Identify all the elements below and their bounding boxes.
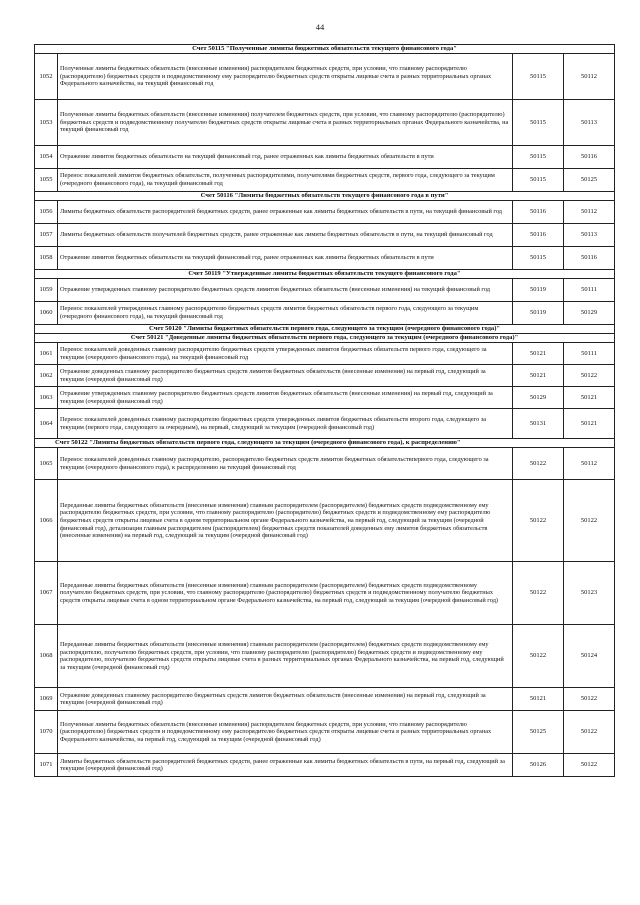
table-row <box>35 562 615 625</box>
table-row <box>35 169 615 192</box>
credit-account: 50112 <box>564 448 615 480</box>
account-header-row <box>35 439 615 448</box>
account-header-row <box>35 325 615 334</box>
entry-description: Лимиты бюджетных обязательств распорядителей бюджетных средств, ранее отраженные как лимиты бюджетных обязательств в пути, на первый год, следующий за текущим (очередной финансовый год) <box>58 754 513 777</box>
debit-account: 50122 <box>513 562 564 625</box>
row-number: 1068 <box>35 625 58 688</box>
debit-account: 50121 <box>513 365 564 387</box>
table-row <box>35 54 615 100</box>
debit-account: 50126 <box>513 754 564 777</box>
credit-account: 50112 <box>564 54 615 100</box>
table-row <box>35 625 615 688</box>
entry-description: Отражение доведенных главному распорядителю бюджетных средств лимитов бюджетных обязательств (внесенные изменения) на первый год, следующий за текущим (очередной финансовый год) <box>58 688 513 711</box>
table-row <box>35 201 615 224</box>
credit-account: 50122 <box>564 480 615 562</box>
account-header: Счет 50115 "Полученные лимиты бюджетных обязательств текущего финансового года" <box>35 45 615 54</box>
entry-description: Перенос показателей лимитов бюджетных обязательств, полученных распорядителями, получателями бюджетных средств, первого года, следующего за текущим (очередного финансового года), на текущий финансовый год <box>58 169 513 192</box>
entry-description: Перенос показателей утвержденных главному распорядителю бюджетных средств лимитов бюджетных обязательств первого года, следующего за текущим (очередного финансового года), на текущий финансовый год <box>58 302 513 325</box>
credit-account: 50113 <box>564 224 615 247</box>
credit-account: 50113 <box>564 100 615 146</box>
debit-account: 50122 <box>513 480 564 562</box>
row-number: 1055 <box>35 169 58 192</box>
page-number: 44 <box>315 22 325 32</box>
debit-account: 50121 <box>513 688 564 711</box>
debit-account: 50121 <box>513 343 564 365</box>
row-number: 1069 <box>35 688 58 711</box>
row-number: 1061 <box>35 343 58 365</box>
row-number: 1064 <box>35 409 58 439</box>
table-row <box>35 343 615 365</box>
account-header-row <box>35 334 615 343</box>
entry-description: Отражение лимитов бюджетных обязательств на текущий финансовый год, ранее отраженных как лимиты бюджетных обязательств в пути <box>58 247 513 270</box>
debit-account: 50125 <box>513 711 564 754</box>
table-row <box>35 409 615 439</box>
debit-account: 50119 <box>513 302 564 325</box>
entry-description: Отражение доведенных главному распорядителю бюджетных средств лимитов бюджетных обязательств (внесенные изменения) на первый год, следующий за текущим (очередной финансовый год) <box>58 365 513 387</box>
table-row <box>35 387 615 409</box>
row-number: 1070 <box>35 711 58 754</box>
entry-description: Отражение утвержденных главному распорядителю бюджетных средств лимитов бюджетных обязательств (внесенные изменения) на первый год, следующий за текущим (очередной финансовый год) <box>58 387 513 409</box>
credit-account: 50122 <box>564 754 615 777</box>
table-row <box>35 224 615 247</box>
credit-account: 50112 <box>564 201 615 224</box>
credit-account: 50123 <box>564 562 615 625</box>
credit-account: 50116 <box>564 146 615 169</box>
row-number: 1056 <box>35 201 58 224</box>
entry-description: Переданные лимиты бюджетных обязательств (внесенные изменения) главным распорядителем (распорядителем) бюджетных средств подведомственному получателю бюджетных средств, при условии, что главному распорядителю (распорядителю) бюджетных средств и подведомственному получателю бюджетных средств открыты лицевые счета в одном территориальном органе Федерального казначейства, на первый год, следующий за текущим (очередной финансовый год) <box>58 562 513 625</box>
table-row <box>35 688 615 711</box>
row-number: 1067 <box>35 562 58 625</box>
row-number: 1052 <box>35 54 58 100</box>
table-row <box>35 480 615 562</box>
row-number: 1054 <box>35 146 58 169</box>
table-row <box>35 247 615 270</box>
debit-account: 50115 <box>513 169 564 192</box>
entry-description: Перенос показателей доведенных главному распорядителю, распорядителю бюджетных средств лимитов бюджетных обязательствпервого года, следующего за текущим (очередного финансового года), к распределению на текущий финансовый год <box>58 448 513 480</box>
account-header-row <box>35 192 615 201</box>
debit-account: 50122 <box>513 448 564 480</box>
table-row <box>35 302 615 325</box>
row-number: 1059 <box>35 279 58 302</box>
row-number: 1066 <box>35 480 58 562</box>
table-row <box>35 711 615 754</box>
account-header: Счет 50121 "Доведенные лимиты бюджетных обязательств первого года, следующего за текущим (очередного финансового года)" <box>35 334 615 343</box>
credit-account: 50122 <box>564 711 615 754</box>
entry-description: Перенос показателей доведенных главному распорядителю бюджетных средств утвержденных лимитов бюджетных обязательств первого года, следующего за текущим (очередного финансового года), на текущий финансовый год <box>58 343 513 365</box>
entry-description: Лимиты бюджетных обязательств получателей бюджетных средств, ранее отраженные как лимиты бюджетных обязательств в пути, на текущий финансовый год <box>58 224 513 247</box>
credit-account: 50122 <box>564 365 615 387</box>
credit-account: 50111 <box>564 343 615 365</box>
account-header: Счет 50122 "Лимиты бюджетных обязательств первого года, следующего за текущим (очередного финансового года), к распределению" <box>35 439 615 448</box>
table-row <box>35 448 615 480</box>
table-row <box>35 279 615 302</box>
debit-account: 50115 <box>513 100 564 146</box>
debit-account: 50115 <box>513 247 564 270</box>
entry-description: Переданные лимиты бюджетных обязательств (внесенные изменения) главным распорядителем (распорядителем) бюджетных средств подведомственному ему распорядителю бюджетных средств, при условии, что главному распорядителю (распорядителю) бюджетных средств и подведомственному ему распорядителю бюджетных средств открыты лицевые счета в одном территориальном органе Федерального казначейства, на первый год, следующий за текущим (очередной финансовый год), детализация главным распорядителем (распорядителем) бюджетных средств показателей доведенных ему лимитов бюджетных обязательств (внесенные изменения) на первый год, следующий за текущим (очередной финансовый год) <box>58 480 513 562</box>
table-row <box>35 365 615 387</box>
entry-description: Лимиты бюджетных обязательств распорядителей бюджетных средств, ранее отраженные как лимиты бюджетных обязательств в пути, на текущий финансовый год <box>58 201 513 224</box>
entry-description: Полученные лимиты бюджетных обязательств (внесенные изменения) получателем бюджетных средств, при условии, что главному распорядителю (распорядителю) бюджетных средств и подведомственному получателю бюджетных средств открыты лицевые счета в разных территориальных органах Федерального казначейства, на текущий финансовый год <box>58 100 513 146</box>
entry-description: Полученные лимиты бюджетных обязательств (внесенные изменения) распорядителем бюджетных средств, при условии, что главному распорядителю (распорядителю) бюджетных средств и подведомственному ему распорядителю бюджетных средств открыты лицевые счета в разных территориальных органах Федерального казначейства, на первый год, следующий за текущим (очередной финансовый год) <box>58 711 513 754</box>
table-row <box>35 146 615 169</box>
debit-account: 50122 <box>513 625 564 688</box>
credit-account: 50121 <box>564 387 615 409</box>
row-number: 1065 <box>35 448 58 480</box>
credit-account: 50122 <box>564 688 615 711</box>
debit-account: 50115 <box>513 54 564 100</box>
debit-account: 50129 <box>513 387 564 409</box>
debit-account: 50119 <box>513 279 564 302</box>
entry-description: Отражение лимитов бюджетных обязательств на текущий финансовый год, ранее отраженных как лимиты бюджетных обязательств в пути <box>58 146 513 169</box>
credit-account: 50125 <box>564 169 615 192</box>
debit-account: 50115 <box>513 146 564 169</box>
entry-description: Перенос показателей доведенных главному распорядителю бюджетных средств утвержденных лимитов бюджетных обязательств второго года, следующего за текущим (первого года, следующего за очередным), на первый, следующий за текущим (очередной финансовый год) <box>58 409 513 439</box>
account-header: Счет 50120 "Лимиты бюджетных обязательств первого года, следующего за текущим (очередного финансового года)" <box>35 325 615 334</box>
credit-account: 50121 <box>564 409 615 439</box>
debit-account: 50116 <box>513 224 564 247</box>
table-row <box>35 100 615 146</box>
entry-description: Отражение утвержденных главному распорядителю бюджетных средств лимитов бюджетных обязательств (внесенные изменения) на текущий финансовый год <box>58 279 513 302</box>
row-number: 1060 <box>35 302 58 325</box>
credit-account: 50111 <box>564 279 615 302</box>
account-header-row <box>35 45 615 54</box>
credit-account: 50124 <box>564 625 615 688</box>
row-number: 1062 <box>35 365 58 387</box>
credit-account: 50116 <box>564 247 615 270</box>
table-row <box>35 754 615 777</box>
accounting-entries-table <box>34 44 615 777</box>
row-number: 1053 <box>35 100 58 146</box>
account-header: Счет 50119 "Утвержденные лимиты бюджетных обязательств текущего финансового года" <box>35 270 615 279</box>
account-header: Счет 50116 "Лимиты бюджетных обязательств текущего финансового года в пути" <box>35 192 615 201</box>
credit-account: 50129 <box>564 302 615 325</box>
row-number: 1071 <box>35 754 58 777</box>
account-header-row <box>35 270 615 279</box>
row-number: 1063 <box>35 387 58 409</box>
debit-account: 50131 <box>513 409 564 439</box>
row-number: 1058 <box>35 247 58 270</box>
entry-description: Переданные лимиты бюджетных обязательств (внесенные изменения) главным распорядителем (распорядителем) бюджетных средств подведомственному ему распорядителю, получателю бюджетных средств, при условии, что главному распорядителю (распорядителю) бюджетных средств и подведомственному ему распорядителю, получателю бюджетных средств открыты лицевые счета в разных территориальных органах Федерального казначейства, на первый год, следующий за текущим (очередной финансовый год) <box>58 625 513 688</box>
row-number: 1057 <box>35 224 58 247</box>
debit-account: 50116 <box>513 201 564 224</box>
entry-description: Полученные лимиты бюджетных обязательств (внесенные изменения) распорядителем бюджетных средств, при условии, что главному распорядителю (распорядителю) бюджетных средств и подведомственному ему распорядителю бюджетных средств открыты лицевые счета в разных территориальных органах Федерального казначейства, на текущий финансовый год <box>58 54 513 100</box>
